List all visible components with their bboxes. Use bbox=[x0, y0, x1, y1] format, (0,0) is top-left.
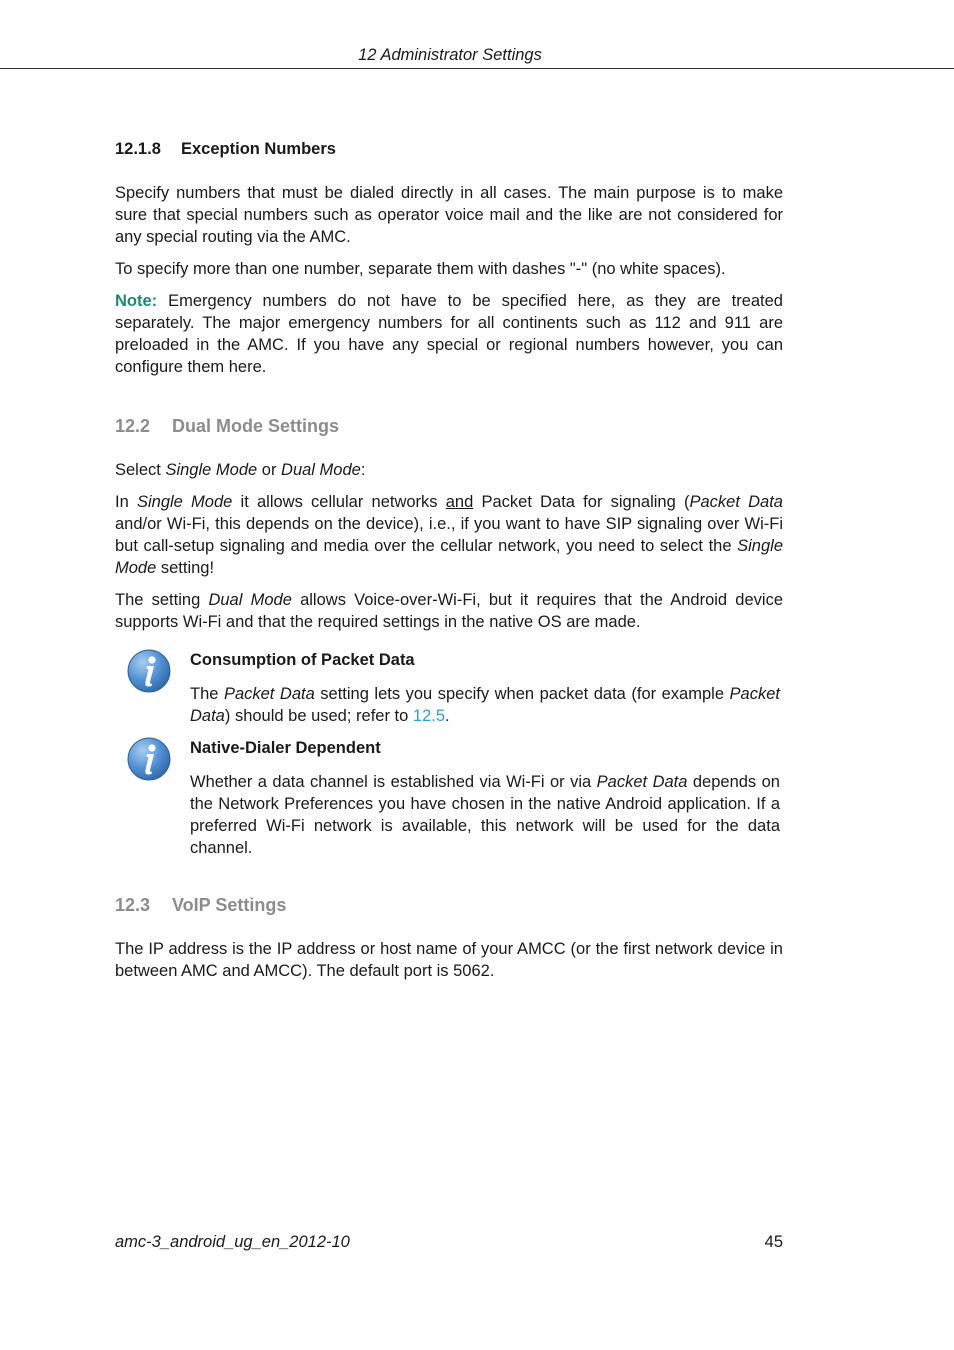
text-run: depends on the Network Preferences you have chosen in the native Android application. If a preferred Wi-Fi network is available, this network will be used for the data channel. bbox=[190, 773, 780, 857]
text-run: it allows cellular networks bbox=[232, 493, 446, 511]
paragraph bbox=[115, 491, 783, 579]
text-run: Single Mode bbox=[165, 461, 258, 479]
text-run: Single Mode bbox=[136, 493, 233, 511]
note-paragraph bbox=[115, 290, 783, 378]
text-run: Single Mode bbox=[115, 537, 783, 577]
running-header: 12 Administrator Settings bbox=[358, 46, 542, 64]
text-run: Packet Data bbox=[223, 685, 315, 703]
paragraph: Specify numbers that must be dialed directly in all cases. The main purpose is to make sure that special numbers such as operator voice mail and the like are not considered for any special routing via the AMC. bbox=[115, 184, 783, 246]
section-title: Exception Numbers bbox=[181, 140, 336, 158]
text-run: setting! bbox=[156, 559, 215, 577]
text-run: Packet Data bbox=[596, 773, 688, 791]
text-run: : bbox=[360, 461, 366, 479]
text-run: Packet Data for signaling ( bbox=[473, 493, 690, 511]
section-heading-12-1-8 bbox=[115, 138, 783, 160]
text-run: Dual Mode bbox=[281, 461, 361, 479]
text-run: setting lets you specify when packet data (for example bbox=[314, 685, 730, 703]
text-run: or bbox=[257, 461, 282, 479]
info-title: Consumption of Packet Data bbox=[190, 651, 415, 669]
text-run: and/or Wi-Fi, this depends on the device), i.e., if you want to have SIP signaling over Wi-Fi but call-setup signaling and media over the cellular network, you need to select the bbox=[115, 515, 783, 555]
info-text bbox=[190, 771, 780, 859]
text-run: The bbox=[190, 685, 224, 703]
section-number: 12.2 bbox=[115, 416, 151, 436]
info-title: Native-Dialer Dependent bbox=[190, 739, 381, 757]
text-run: ) should be used; refer to bbox=[224, 707, 413, 725]
paragraph bbox=[115, 459, 783, 481]
text-run: . bbox=[445, 707, 450, 725]
text-run: allows Voice-over-Wi-Fi, but it requires that the Android device supports Wi-Fi and that the required settings in the native OS are made. bbox=[115, 591, 784, 631]
section-number: 12.1.8 bbox=[115, 140, 161, 158]
paragraph: The IP address is the IP address or host name of your AMCC (or the first network device in between AMC and AMCC). The default port is 5062. bbox=[115, 940, 783, 980]
document-id: amc-3_android_ug_en_2012-10 bbox=[115, 1233, 350, 1251]
text-run: Select bbox=[115, 461, 166, 479]
section-heading-12-3 bbox=[115, 893, 783, 917]
text-run: Packet Data bbox=[689, 493, 783, 511]
section-title: Dual Mode Settings bbox=[172, 416, 340, 436]
text-run: Dual Mode bbox=[208, 591, 292, 609]
info-box bbox=[115, 737, 783, 859]
info-icon bbox=[127, 737, 171, 781]
text-run: The setting bbox=[115, 591, 209, 609]
section-heading-12-2 bbox=[115, 414, 783, 438]
header-divider bbox=[0, 68, 954, 69]
note-text: Emergency numbers do not have to be specified here, as they are treated separately. The major emergency numbers for all continents such as 112 and 911 are preloaded in the AMC. If you have any special or regional numbers however, you can configure them here. bbox=[115, 292, 783, 376]
section-link[interactable]: 12.5 bbox=[412, 707, 446, 725]
text-run: In bbox=[115, 493, 137, 511]
paragraph: To specify more than one number, separate them with dashes "-" (no white spaces). bbox=[115, 260, 726, 278]
text-run: Whether a data channel is established via Wi-Fi or via bbox=[190, 773, 597, 791]
info-icon bbox=[127, 649, 171, 693]
page-number: 45 bbox=[764, 1233, 783, 1251]
info-box bbox=[115, 649, 783, 727]
info-text bbox=[190, 683, 780, 727]
text-run: Packet Data bbox=[190, 685, 780, 725]
paragraph bbox=[115, 589, 783, 633]
note-label: Note: bbox=[115, 292, 158, 310]
section-number: 12.3 bbox=[115, 895, 151, 915]
page-body bbox=[115, 138, 783, 992]
text-run: and bbox=[445, 493, 474, 511]
section-title: VoIP Settings bbox=[172, 895, 287, 915]
